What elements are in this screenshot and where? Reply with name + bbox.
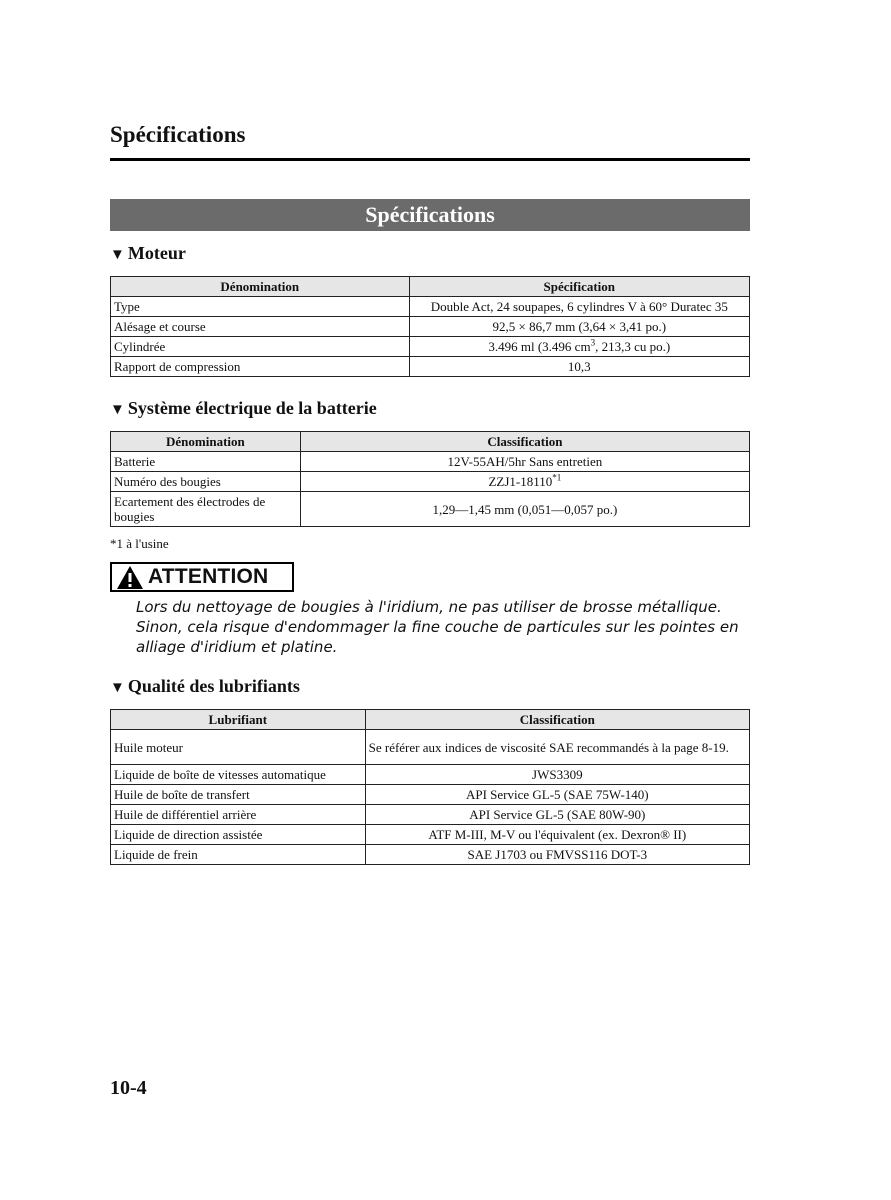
row-value: 10,3 — [409, 357, 749, 377]
column-header: Classification — [300, 432, 749, 452]
row-name: Huile moteur — [111, 730, 366, 765]
warning-icon — [116, 564, 146, 590]
table-row — [111, 825, 750, 845]
table-row — [111, 730, 750, 765]
column-header: Dénomination — [111, 432, 301, 452]
triangle-down-icon: ▼ — [110, 402, 125, 418]
table-row — [111, 472, 750, 492]
attention-box — [110, 562, 294, 592]
lubricants-heading-label: Qualité des lubrifiants — [127, 676, 300, 696]
row-name: Huile de différentiel arrière — [111, 805, 366, 825]
row-name: Liquide de direction assistée — [111, 825, 366, 845]
table-row — [111, 492, 750, 527]
row-value: SAE J1703 ou FMVSS116 DOT-3 — [365, 845, 749, 865]
row-name: Rapport de compression — [111, 357, 410, 377]
table-header-row — [111, 710, 750, 730]
triangle-down-icon: ▼ — [110, 247, 125, 263]
lubricants-heading — [110, 676, 300, 697]
table-header-row — [111, 432, 750, 452]
row-value: API Service GL-5 (SAE 75W-140) — [365, 785, 749, 805]
electrical-table — [110, 431, 750, 527]
row-name: Liquide de boîte de vitesses automatique — [111, 765, 366, 785]
value-text: ZZJ1-18110 — [488, 474, 553, 489]
column-header: Dénomination — [111, 277, 410, 297]
attention-text: Lors du nettoyage de bougies à l'iridium, ne pas utiliser de brosse métallique. Sinon, cela risque d'endommager la fine couche de particules sur les pointes en alliage d'iridium et platine. — [136, 598, 739, 656]
row-value — [300, 472, 749, 492]
value-text: 3.496 ml (3.496 cm — [488, 339, 591, 354]
table-header-row — [111, 277, 750, 297]
section-banner: Spécifications — [110, 199, 750, 231]
table-row — [111, 805, 750, 825]
row-value: 92,5 × 86,7 mm (3,64 × 3,41 po.) — [409, 317, 749, 337]
lubricants-table — [110, 709, 750, 865]
row-value — [409, 337, 749, 357]
column-header: Classification — [365, 710, 749, 730]
header-rule — [110, 158, 750, 161]
row-value: 1,29—1,45 mm (0,051—0,057 po.) — [300, 492, 749, 527]
table-row — [111, 357, 750, 377]
engine-table — [110, 276, 750, 377]
row-name: Numéro des bougies — [111, 472, 301, 492]
row-value: Se référer aux indices de viscosité SAE recommandés à la page 8-19. — [365, 730, 749, 765]
electrical-heading — [110, 398, 377, 419]
page-number: 10-4 — [110, 1077, 147, 1099]
electrical-heading-label: Système électrique de la batterie — [127, 398, 377, 418]
table-row — [111, 845, 750, 865]
table-row — [111, 452, 750, 472]
engine-heading-label: Moteur — [127, 243, 186, 263]
row-value: API Service GL-5 (SAE 80W-90) — [365, 805, 749, 825]
row-value: Double Act, 24 soupapes, 6 cylindres V à 60° Duratec 35 — [409, 297, 749, 317]
page-header-title: Spécifications — [110, 122, 246, 147]
triangle-down-icon: ▼ — [110, 680, 125, 696]
superscript: 3 — [590, 337, 596, 348]
row-name: Alésage et course — [111, 317, 410, 337]
table-row — [111, 765, 750, 785]
row-name: Batterie — [111, 452, 301, 472]
value-text: , 213,3 cu po.) — [595, 339, 671, 354]
footnote-marker: *1 — [552, 472, 562, 483]
row-name: Type — [111, 297, 410, 317]
row-name: Ecartement des électrodes de bougies — [111, 492, 301, 527]
column-header: Spécification — [409, 277, 749, 297]
table-row — [111, 317, 750, 337]
row-name: Liquide de frein — [111, 845, 366, 865]
footnote: *1 à l'usine — [110, 536, 169, 551]
row-value: 12V-55AH/5hr Sans entretien — [300, 452, 749, 472]
engine-heading — [110, 243, 186, 264]
row-name: Cylindrée — [111, 337, 410, 357]
row-value: JWS3309 — [365, 765, 749, 785]
table-row — [111, 337, 750, 357]
row-name: Huile de boîte de transfert — [111, 785, 366, 805]
attention-label: ATTENTION — [148, 565, 269, 588]
table-row — [111, 297, 750, 317]
table-row — [111, 785, 750, 805]
column-header: Lubrifiant — [111, 710, 366, 730]
row-value: ATF M-III, M-V ou l'équivalent (ex. Dexron® II) — [365, 825, 749, 845]
